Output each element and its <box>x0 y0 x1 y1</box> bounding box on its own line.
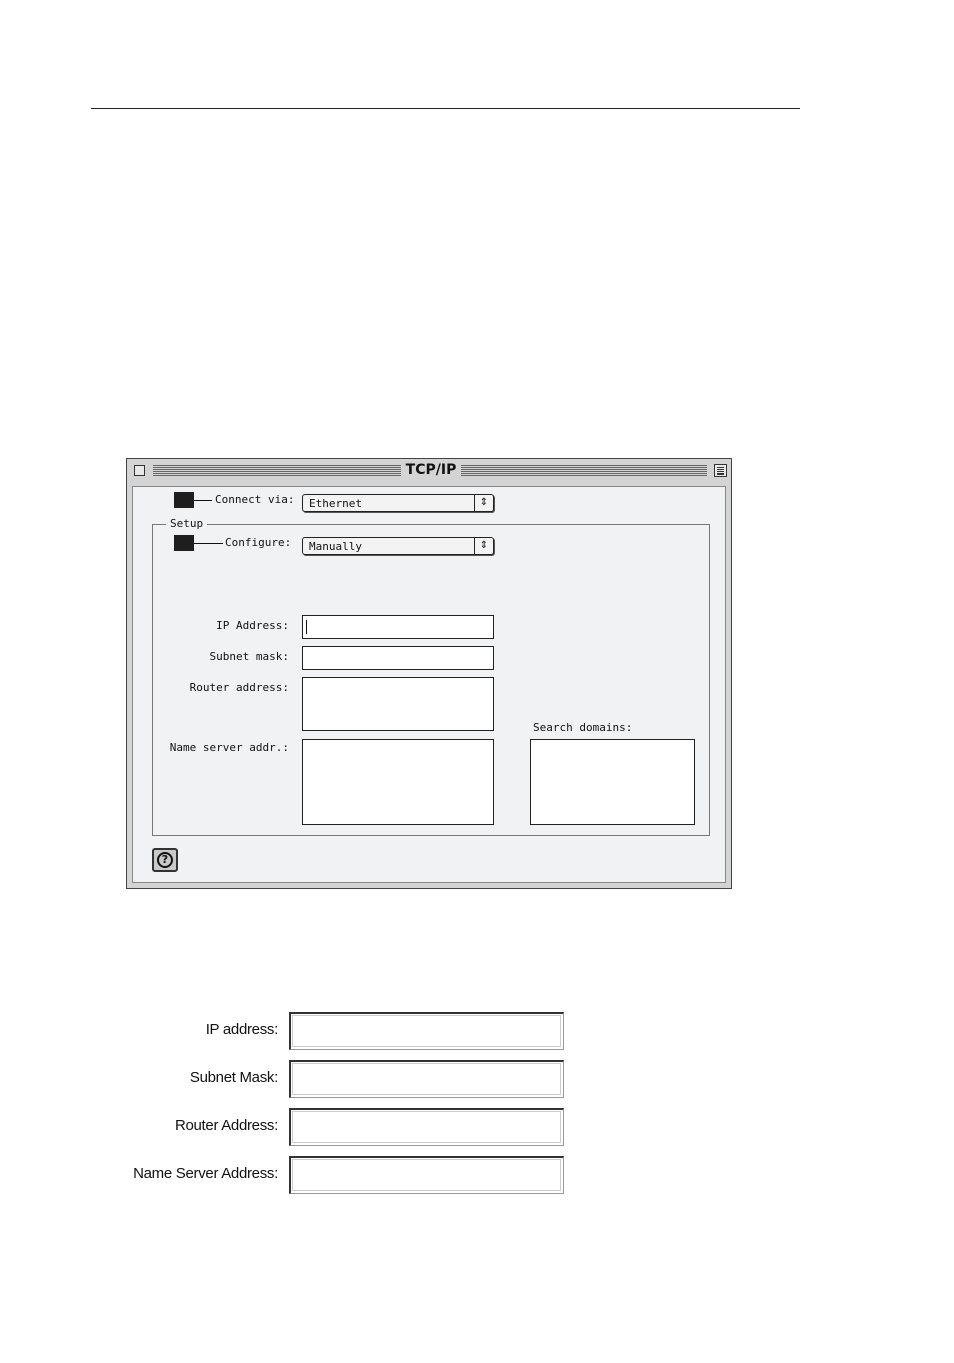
connect-via-popup[interactable] <box>302 494 494 512</box>
name-server-field[interactable] <box>302 739 494 825</box>
configure-value: Manually <box>309 540 362 553</box>
name-server-label: Name server addr.: <box>169 741 289 754</box>
router-address-field[interactable] <box>302 677 494 731</box>
setup-legend: Setup <box>166 517 207 530</box>
text-caret <box>306 620 307 634</box>
configure-label: Configure: <box>225 536 292 549</box>
callout-line-connect <box>194 500 212 501</box>
window-content <box>132 486 726 883</box>
subnet-mask-field[interactable] <box>302 646 494 670</box>
title-stripes-right <box>461 465 707 477</box>
top-rule <box>91 108 800 109</box>
ws-router-address-label: Router Address: <box>174 1117 278 1134</box>
close-box-icon[interactable] <box>134 465 145 476</box>
ip-address-field[interactable] <box>302 615 494 639</box>
configure-popup[interactable] <box>302 537 494 555</box>
title-bar[interactable] <box>127 459 731 483</box>
zoom-box-icon[interactable] <box>714 464 727 477</box>
up-down-arrows-icon: ⇕ <box>474 538 493 554</box>
title-stripes-left <box>153 465 401 477</box>
ws-subnet-mask-field[interactable] <box>289 1060 564 1098</box>
window-title: TCP/IP <box>405 462 457 478</box>
subnet-mask-label: Subnet mask: <box>209 650 289 663</box>
connect-via-label: Connect via: <box>215 493 295 506</box>
callout-marker-connect <box>174 492 194 508</box>
tcpip-window <box>126 458 732 889</box>
help-button[interactable] <box>152 848 178 872</box>
router-address-label: Router address: <box>189 681 289 694</box>
callout-line-configure <box>194 543 223 544</box>
ws-ip-address-label: IP address: <box>205 1021 278 1038</box>
ws-subnet-mask-label: Subnet Mask: <box>189 1069 278 1086</box>
ws-name-server-field[interactable] <box>289 1156 564 1194</box>
up-down-arrows-icon: ⇕ <box>474 495 493 511</box>
ip-address-label: IP Address: <box>216 619 289 632</box>
callout-marker-configure <box>174 535 194 551</box>
search-domains-field[interactable] <box>530 739 695 825</box>
question-mark-icon: ? <box>157 852 173 868</box>
connect-via-value: Ethernet <box>309 497 362 510</box>
ws-ip-address-field[interactable] <box>289 1012 564 1050</box>
ws-router-address-field[interactable] <box>289 1108 564 1146</box>
search-domains-label: Search domains: <box>533 721 633 734</box>
ws-name-server-label: Name Server Address: <box>133 1165 278 1182</box>
